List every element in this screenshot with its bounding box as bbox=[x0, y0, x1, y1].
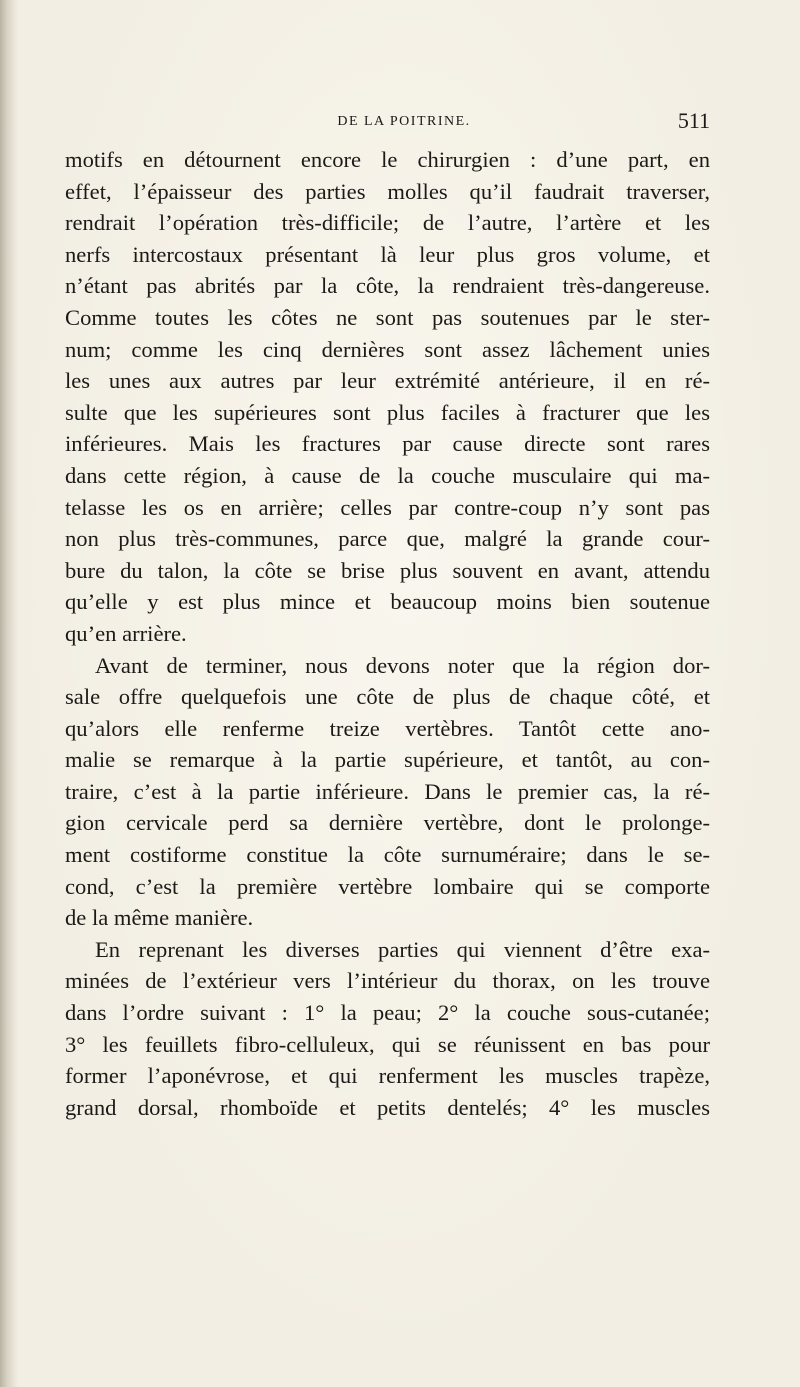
text-line: traire, c’est à la partie inférieure. Dans le premier cas, la ré- bbox=[65, 778, 710, 804]
text-line: ment costiforme constitue la côte surnuméraire; dans le se- bbox=[65, 842, 710, 868]
text-line: cond, c’est la première vertèbre lombaire qui se comporte bbox=[65, 873, 710, 899]
text-line: qu’elle y est plus mince et beaucoup moins bien soutenue bbox=[65, 589, 710, 615]
text-line: sale offre quelquefois une côte de plus de chaque côté, et bbox=[65, 684, 710, 710]
text-line: dans l’ordre suivant : 1° la peau; 2° la couche sous-cutanée; bbox=[65, 1000, 710, 1026]
text-line: les unes aux autres par leur extrémité antérieure, il en ré- bbox=[65, 368, 710, 394]
text-line: qu’alors elle renferme treize vertèbres. Tantôt cette ano- bbox=[65, 715, 710, 741]
text-line: gion cervicale perd sa dernière vertèbre, dont le prolonge- bbox=[65, 810, 710, 836]
text-line: bure du talon, la côte se brise plus souvent en avant, attendu bbox=[65, 557, 710, 583]
text-line: malie se remarque à la partie supérieure, et tantôt, au con- bbox=[65, 747, 710, 773]
text-line: sulte que les supérieures sont plus faciles à fracturer que les bbox=[65, 399, 710, 425]
text-line: motifs en détournent encore le chirurgien : d’une part, en bbox=[65, 147, 710, 172]
text-line: minées de l’extérieur vers l’intérieur du thorax, on les trouve bbox=[65, 968, 710, 994]
text-line: former l’aponévrose, et qui renferment les muscles trapèze, bbox=[65, 1063, 710, 1089]
body-text bbox=[65, 144, 710, 1123]
text-line: En reprenant les diverses parties qui viennent d’être exa- bbox=[95, 936, 710, 962]
text-line: inférieures. Mais les fractures par cause directe sont rares bbox=[65, 431, 710, 457]
text-line: de la même manière. bbox=[65, 905, 254, 931]
page-number: 511 bbox=[677, 108, 710, 133]
text-line: n’étant pas abrités par la côte, la rendraient très-dangereuse. bbox=[65, 273, 710, 299]
text-line: Avant de terminer, nous devons noter que la région dor- bbox=[95, 652, 710, 678]
text-line: grand dorsal, rhomboïde et petits dentelés; 4° les muscles bbox=[65, 1094, 710, 1120]
text-line: qu’en arrière. bbox=[65, 620, 187, 646]
page-header bbox=[98, 108, 710, 144]
text-line: non plus très-communes, parce que, malgré la grande cour- bbox=[65, 526, 710, 552]
running-title: DE LA POITRINE. bbox=[337, 114, 471, 129]
text-line: telasse les os en arrière; celles par contre-coup n’y sont pas bbox=[65, 494, 710, 520]
text-line: nerfs intercostaux présentant là leur plus gros volume, et bbox=[65, 241, 710, 267]
text-line: effet, l’épaisseur des parties molles qu’il faudrait traverser, bbox=[65, 178, 710, 204]
text-line: dans cette région, à cause de la couche musculaire qui ma- bbox=[65, 462, 710, 488]
text-line: num; comme les cinq dernières sont assez lâchement unies bbox=[65, 336, 710, 362]
text-line: 3° les feuillets fibro-celluleux, qui se réunissent en bas pour bbox=[65, 1031, 710, 1057]
text-line: Comme toutes les côtes ne sont pas soutenues par le ster- bbox=[65, 304, 710, 330]
text-line: rendrait l’opération très-difficile; de l’autre, l’artère et les bbox=[65, 210, 710, 236]
page-binding-edge bbox=[0, 0, 18, 1387]
